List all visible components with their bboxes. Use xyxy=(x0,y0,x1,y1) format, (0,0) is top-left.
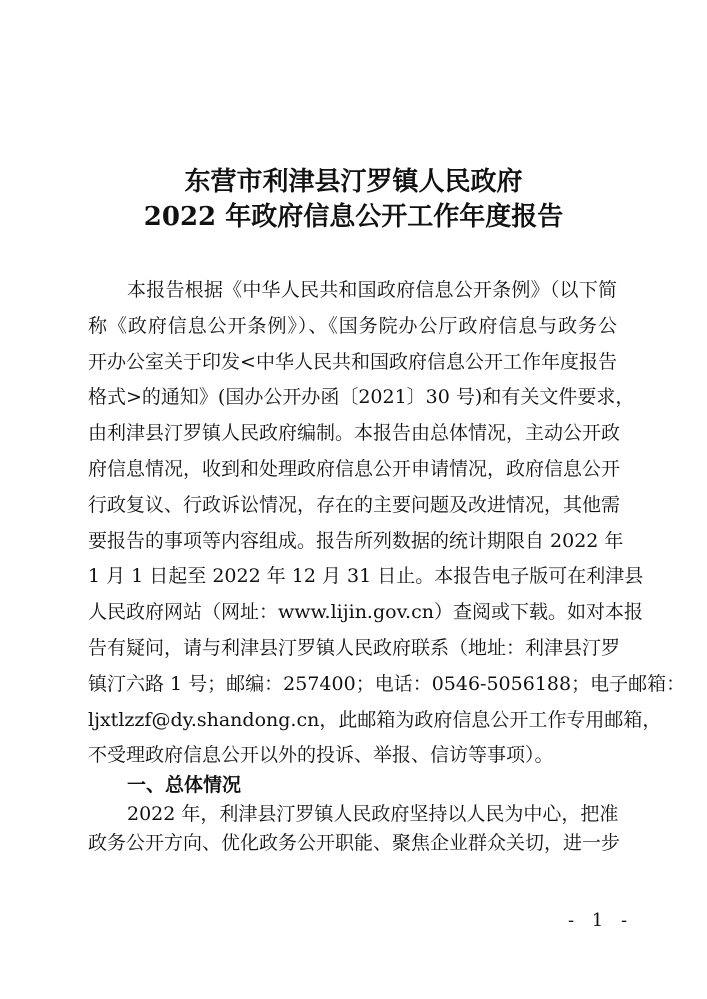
body-line: 要报告的事项等内容组成。报告所列数据的统计期限自 2022 年 xyxy=(88,529,624,552)
body-line: 开办公室关于印发<中华人民共和国政府信息公开工作年度报告 xyxy=(88,350,617,373)
body-line: 镇汀六路 1 号；邮编：257400；电话：0546-5056188；电子邮箱： xyxy=(88,672,686,695)
body-line: 府信息情况，收到和处理政府信息公开申请情况，政府信息公开 xyxy=(88,458,621,480)
document-title-line1: 东营市利津县汀罗镇人民政府 xyxy=(184,167,523,197)
body-line: 行政复议、行政诉讼情况，存在的主要问题及改进情况，其他需 xyxy=(88,493,621,516)
body-line: 1 月 1 日起至 2022 年 12 月 31 日止。本报告电子版可在利津县 xyxy=(88,565,644,588)
body-line: 政务公开方向、优化政务公开职能、聚焦企业群众关切，进一步 xyxy=(88,832,621,854)
section-heading: 一、总体情况 xyxy=(127,774,242,796)
body-line: 由利津县汀罗镇人民政府编制。本报告由总体情况，主动公开政 xyxy=(88,422,621,445)
body-line: ljxtlzzf@dy.shandong.cn，此邮箱为政府信息公开工作专用邮箱， xyxy=(88,708,662,731)
body-line: 2022 年，利津县汀罗镇人民政府坚持以人民为中心，把准 xyxy=(127,803,619,825)
body-line: 称《政府信息公开条例》）、《国务院办公厅政府信息与政务公 xyxy=(88,314,617,337)
page-number: - 1 - xyxy=(568,910,634,931)
body-line: 格式>的通知》(国办公开办函〔2021〕30 号)和有关文件要求， xyxy=(88,386,635,409)
body-line: 本报告根据《中华人民共和国政府信息公开条例》（以下简 xyxy=(127,279,617,301)
body-line: 告有疑问，请与利津县汀罗镇人民政府联系（地址：利津县汀罗 xyxy=(88,637,621,659)
document-title-line2: 2022 年政府信息公开工作年度报告 xyxy=(143,202,564,232)
body-line: 不受理政府信息公开以外的投诉、举报、信访等事项）。 xyxy=(88,744,554,767)
body-line: 人民政府网站（网址：www.lijin.gov.cn）查阅或下载。如对本报 xyxy=(88,601,643,624)
